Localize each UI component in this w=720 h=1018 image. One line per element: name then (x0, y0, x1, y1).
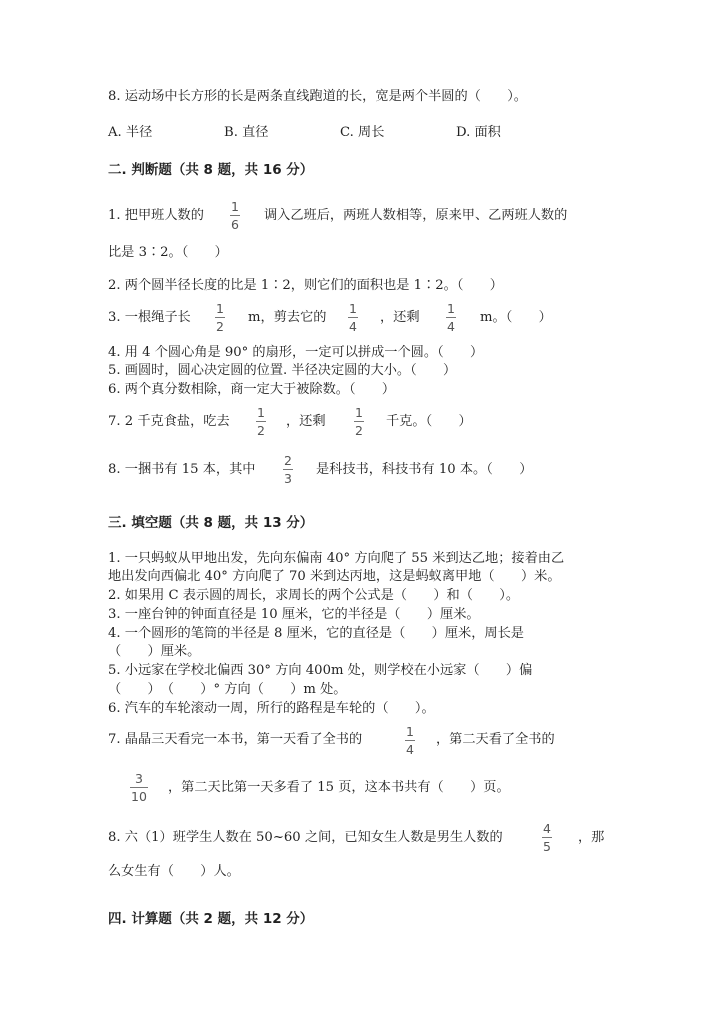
s2-q3-part-d: m。（ ） (480, 310, 552, 325)
numerator: 1 (349, 301, 357, 316)
option-b: B. 直径 (224, 125, 269, 140)
denominator: 2 (216, 319, 224, 334)
s3-q6: 6. 汽车的车轮滚动一周，所行的路程是车轮的（ ）。 (108, 701, 435, 716)
denominator: 2 (257, 423, 265, 438)
option-a: A. 半径 (108, 125, 153, 140)
numerator: 1 (447, 301, 455, 316)
numerator: 4 (543, 821, 551, 836)
s2-q4: 4. 用 4 个圆心角是 90° 的扇形，一定可以拼成一个圆。（ ） (108, 345, 484, 360)
numerator: 1 (257, 405, 265, 420)
s3-q7-part-a: 7. 晶晶三天看完一本书，第一天看了全书的 (108, 732, 363, 747)
s2-q7-part-b: ，还剩 (286, 414, 326, 429)
denominator: 4 (349, 319, 357, 334)
s2-q8-part-b: 是科技书，科技书有 10 本。（ ） (316, 462, 533, 477)
s2-q5: 5. 画圆时，圆心决定圆的位置. 半径决定圆的大小。（ ） (108, 363, 457, 378)
s2-q8-part-a: 8. 一捆书有 15 本，其中 (108, 462, 256, 477)
s2-q3-part-b: m，剪去它的 (248, 310, 327, 325)
denominator: 4 (406, 742, 414, 757)
s2-q1-part-c: 比是 3∶2。（ ） (108, 245, 228, 260)
s3-q5-line-2: （ ） （ ）° 方向（ ）m 处。 (108, 682, 347, 697)
s3-q8-part-a: 8. 六（1）班学生人数在 50~60 之间，已知女生人数是男生人数的 (108, 830, 503, 845)
denominator: 3 (284, 471, 292, 486)
s3-q7-fraction-2 (130, 772, 148, 804)
section2-heading: 二. 判断题（共 8 题，共 16 分） (108, 162, 314, 178)
s3-q4-line-1: 4. 一个圆形的笔筒的半径是 8 厘米，它的直径是（ ）厘米，周长是 (108, 626, 524, 641)
s2-q2: 2. 两个圆半径长度的比是 1∶2，则它们的面积也是 1∶2。（ ） (108, 278, 503, 293)
s3-q4-line-2: （ ）厘米。 (108, 644, 201, 659)
s3-q7-fraction-1 (405, 725, 415, 757)
denominator: 10 (131, 789, 147, 804)
option-d: D. 面积 (456, 125, 501, 140)
s3-q7-part-b: ，第二天看了全书的 (436, 732, 555, 747)
s2-q1-fraction (230, 200, 240, 232)
option-c: C. 周长 (340, 125, 385, 140)
denominator: 6 (231, 217, 239, 232)
s2-q1-part-b: 调入乙班后，两班人数相等，原来甲、乙两班人数的 (264, 208, 568, 223)
s2-q7-part-c: 千克。（ ） (386, 414, 472, 429)
numerator: 2 (284, 453, 292, 468)
section3-heading: 三. 填空题（共 8 题，共 13 分） (108, 515, 314, 531)
s2-q8-fraction (283, 454, 293, 486)
denominator: 4 (447, 319, 455, 334)
s2-q3-part-a: 3. 一根绳子长 (108, 310, 191, 325)
numerator: 1 (231, 199, 239, 214)
s3-q2: 2. 如果用 C 表示圆的周长，求周长的两个公式是（ ）和（ ）。 (108, 588, 520, 603)
s2-q7-fraction-2 (354, 406, 364, 438)
s2-q3-part-c: ，还剩 (380, 310, 420, 325)
section4-heading: 四. 计算题（共 2 题，共 12 分） (108, 911, 314, 927)
numerator: 1 (355, 405, 363, 420)
s3-q7-part-c: ，第二天比第一天多看了 15 页，这本书共有（ ）页。 (168, 780, 510, 795)
q8-choice-stem: 8. 运动场中长方形的长是两条直线跑道的长，宽是两个半圆的（ ）。 (108, 89, 527, 104)
s3-q8-part-b: ，那 (578, 830, 605, 845)
s2-q3-fraction-3 (446, 302, 456, 334)
s2-q6: 6. 两个真分数相除，商一定大于被除数。（ ） (108, 382, 396, 397)
numerator: 1 (406, 724, 414, 739)
s2-q7-part-a: 7. 2 千克食盐，吃去 (108, 414, 230, 429)
s3-q8-fraction (542, 822, 552, 854)
denominator: 5 (543, 839, 551, 854)
s3-q8-part-c: 么女生有（ ）人。 (108, 864, 240, 879)
numerator: 3 (134, 771, 143, 786)
s3-q5-line-1: 5. 小远家在学校北偏西 30° 方向 400m 处，则学校在小远家（ ）偏 (108, 663, 533, 678)
denominator: 2 (355, 423, 363, 438)
numerator: 1 (216, 301, 224, 316)
s2-q7-fraction-1 (256, 406, 266, 438)
s3-q3: 3. 一座台钟的钟面直径是 10 厘米，它的半径是（ ）厘米。 (108, 607, 480, 622)
s3-q1-line-1: 1. 一只蚂蚁从甲地出发，先向东偏南 40° 方向爬了 55 米到达乙地；接着由乙 (108, 551, 565, 566)
s2-q3-fraction-2 (348, 302, 358, 334)
s2-q3-fraction-1 (215, 302, 225, 334)
s3-q1-line-2: 地出发向西偏北 40° 方向爬了 70 米到达丙地，这是蚂蚁离甲地（ ）米。 (108, 569, 561, 584)
s2-q1-part-a: 1. 把甲班人数的 (108, 208, 204, 223)
